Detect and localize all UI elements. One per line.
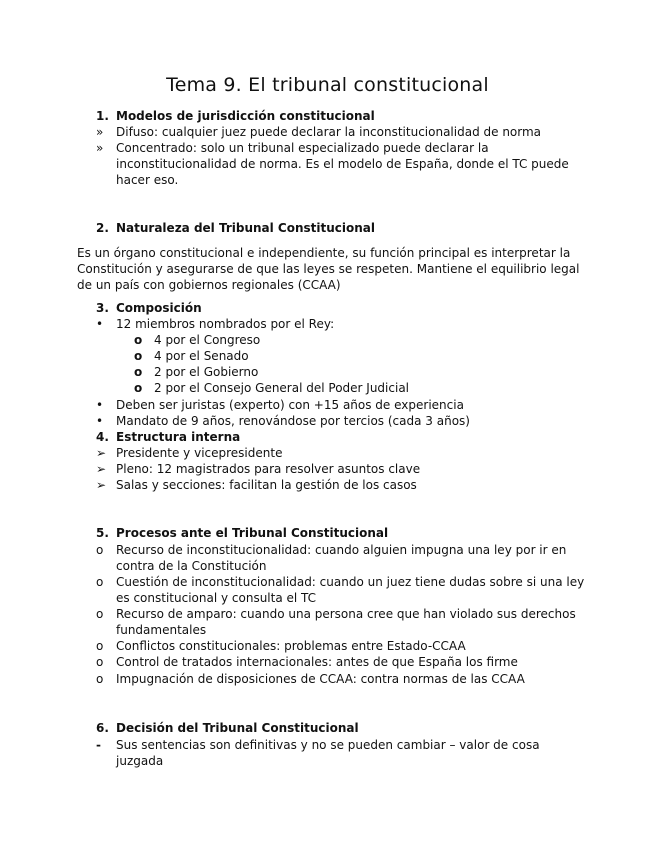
list-item-continuation: fundamentales bbox=[116, 623, 207, 637]
list-marker: o bbox=[96, 607, 104, 621]
section-number: 2. bbox=[96, 221, 109, 235]
sub-list-marker: o bbox=[134, 333, 143, 347]
list-marker: » bbox=[96, 141, 104, 155]
list-item-continuation: juzgada bbox=[116, 754, 164, 768]
list-marker: - bbox=[96, 738, 101, 752]
section-heading: Estructura interna bbox=[116, 430, 241, 444]
section-heading: Decisión del Tribunal Constitucional bbox=[116, 721, 359, 735]
list-item: 12 miembros nombrados por el Rey: bbox=[116, 317, 335, 331]
list-item: Concentrado: solo un tribunal especializado puede declarar la bbox=[116, 141, 489, 155]
list-item-continuation: es constitucional y consulta el TC bbox=[116, 591, 317, 605]
page-title: Tema 9. El tribunal constitucional bbox=[166, 74, 489, 96]
paragraph-line: de un país con gobiernos regionales (CCAA) bbox=[77, 278, 341, 292]
list-item: Pleno: 12 magistrados para resolver asuntos clave bbox=[116, 462, 421, 476]
sub-list-item: 4 por el Senado bbox=[154, 349, 249, 363]
list-marker: • bbox=[96, 317, 104, 331]
list-item: Salas y secciones: facilitan la gestión de los casos bbox=[116, 478, 417, 492]
paragraph-line: Es un órgano constitucional e independiente, su función principal es interpretar la bbox=[77, 246, 571, 260]
list-marker: o bbox=[96, 575, 104, 589]
list-item: Conflictos constitucionales: problemas entre Estado-CCAA bbox=[116, 639, 466, 653]
section-heading: Naturaleza del Tribunal Constitucional bbox=[116, 221, 376, 235]
list-marker: o bbox=[96, 655, 104, 669]
sub-list-item: 2 por el Consejo General del Poder Judicial bbox=[154, 381, 410, 395]
paragraph-line: Constitución y asegurarse de que las leyes se respeten. Mantiene el equilibrio legal bbox=[77, 262, 580, 276]
section-number: 1. bbox=[96, 109, 109, 123]
list-marker: o bbox=[96, 672, 104, 686]
section-heading: Procesos ante el Tribunal Constitucional bbox=[116, 526, 389, 540]
list-item: Impugnación de disposiciones de CCAA: contra normas de las CCAA bbox=[116, 672, 525, 686]
list-item: Sus sentencias son definitivas y no se pueden cambiar – valor de cosa bbox=[116, 738, 540, 752]
sub-list-marker: o bbox=[134, 349, 143, 363]
list-marker: ➢ bbox=[96, 478, 107, 492]
list-item: Presidente y vicepresidente bbox=[116, 446, 283, 460]
list-marker: ➢ bbox=[96, 446, 107, 460]
sub-list-marker: o bbox=[134, 365, 143, 379]
section-number: 5. bbox=[96, 526, 109, 540]
list-marker: o bbox=[96, 639, 104, 653]
list-item: Recurso de inconstitucionalidad: cuando alguien impugna una ley por ir en bbox=[116, 543, 567, 557]
list-item-continuation: contra de la Constitución bbox=[116, 559, 267, 573]
list-marker: • bbox=[96, 414, 104, 428]
sub-list-item: 2 por el Gobierno bbox=[154, 365, 259, 379]
list-item-continuation: inconstitucionalidad de norma. Es el modelo de España, donde el TC puede bbox=[116, 157, 569, 171]
list-item: Control de tratados internacionales: antes de que España los firme bbox=[116, 655, 518, 669]
sub-list-marker: o bbox=[134, 381, 143, 395]
list-marker: » bbox=[96, 125, 104, 139]
section-number: 6. bbox=[96, 721, 109, 735]
section-heading: Composición bbox=[116, 301, 202, 315]
sub-list-item: 4 por el Congreso bbox=[154, 333, 261, 347]
list-item: Deben ser juristas (experto) con +15 años de experiencia bbox=[116, 398, 464, 412]
section-number: 3. bbox=[96, 301, 109, 315]
section-number: 4. bbox=[96, 430, 109, 444]
list-item: Recurso de amparo: cuando una persona cree que han violado sus derechos bbox=[116, 607, 576, 621]
list-item: Mandato de 9 años, renovándose por tercios (cada 3 años) bbox=[116, 414, 470, 428]
list-marker: ➢ bbox=[96, 462, 107, 476]
list-item: Cuestión de inconstitucionalidad: cuando un juez tiene dudas sobre si una ley bbox=[116, 575, 585, 589]
list-marker: o bbox=[96, 543, 104, 557]
list-marker: • bbox=[96, 398, 104, 412]
section-heading: Modelos de jurisdicción constitucional bbox=[116, 109, 375, 123]
list-item-continuation: hacer eso. bbox=[116, 173, 179, 187]
list-item: Difuso: cualquier juez puede declarar la inconstitucionalidad de norma bbox=[116, 125, 542, 139]
